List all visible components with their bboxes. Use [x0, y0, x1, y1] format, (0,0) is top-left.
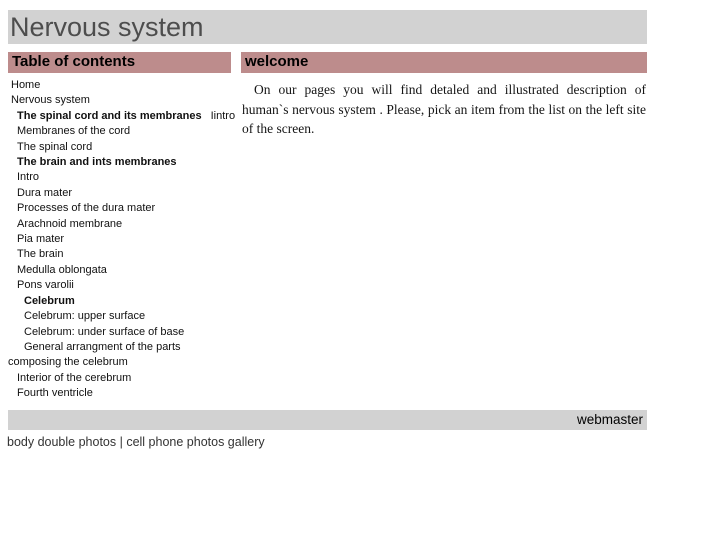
bottom-links — [7, 435, 647, 449]
toc-item[interactable]: The spinal cord and its membranes Iintro — [17, 109, 236, 122]
toc-list — [8, 78, 236, 402]
page — [8, 10, 647, 449]
welcome-panel — [241, 52, 647, 402]
toc-item[interactable]: The spinal cord — [17, 140, 93, 153]
toc-item-suffix-link[interactable]: Iintro — [210, 109, 236, 122]
bottom-link[interactable]: body double photos — [7, 434, 117, 449]
footer-bar — [8, 410, 647, 430]
column-gap — [231, 52, 241, 402]
toc-item[interactable]: Home — [11, 79, 41, 91]
toc-item[interactable]: Pia mater — [17, 233, 65, 246]
toc-item[interactable]: Nervous system — [11, 94, 90, 107]
toc-item[interactable]: Interior of the cerebrum — [17, 371, 132, 384]
page-title: Nervous system — [10, 12, 204, 42]
toc-item[interactable]: Celebrum: upper surface — [24, 310, 146, 323]
toc-item[interactable]: Pons varolii — [17, 279, 74, 292]
toc-item[interactable]: composing the celebrum — [8, 356, 128, 369]
content-columns — [8, 52, 647, 402]
welcome-panel-header: welcome — [241, 52, 647, 73]
toc-panel-header: Table of contents — [8, 52, 231, 73]
toc-item[interactable]: Dura mater — [17, 186, 73, 199]
toc-item[interactable]: General arrangment of the parts — [24, 340, 181, 353]
toc-item[interactable]: The brain — [17, 248, 64, 261]
toc-item[interactable]: Celebrum: under surface of base — [24, 325, 185, 338]
toc-item[interactable]: Membranes of the cord — [17, 125, 131, 138]
toc-item[interactable]: Fourth ventricle — [17, 387, 93, 400]
webmaster-link[interactable]: webmaster — [576, 411, 643, 427]
bottom-link[interactable]: cell phone photos gallery — [126, 434, 265, 449]
toc-item[interactable]: Celebrum — [24, 294, 75, 307]
page-title-bar — [8, 10, 647, 44]
table-of-contents-panel — [8, 52, 236, 402]
toc-item[interactable]: Processes of the dura mater — [17, 202, 156, 215]
toc-item[interactable]: Intro — [17, 171, 40, 184]
toc-item[interactable]: Arachnoid membrane — [17, 217, 123, 230]
toc-item[interactable]: The brain and ints membranes — [17, 156, 177, 169]
bottom-link-separator: | — [116, 434, 127, 449]
toc-item[interactable]: Medulla oblongata — [17, 263, 107, 276]
welcome-paragraph: On our pages you will find detaled and illustrated description of human`s nervous system . Please, pick an item from the list on the left site of the screen. — [242, 82, 646, 136]
